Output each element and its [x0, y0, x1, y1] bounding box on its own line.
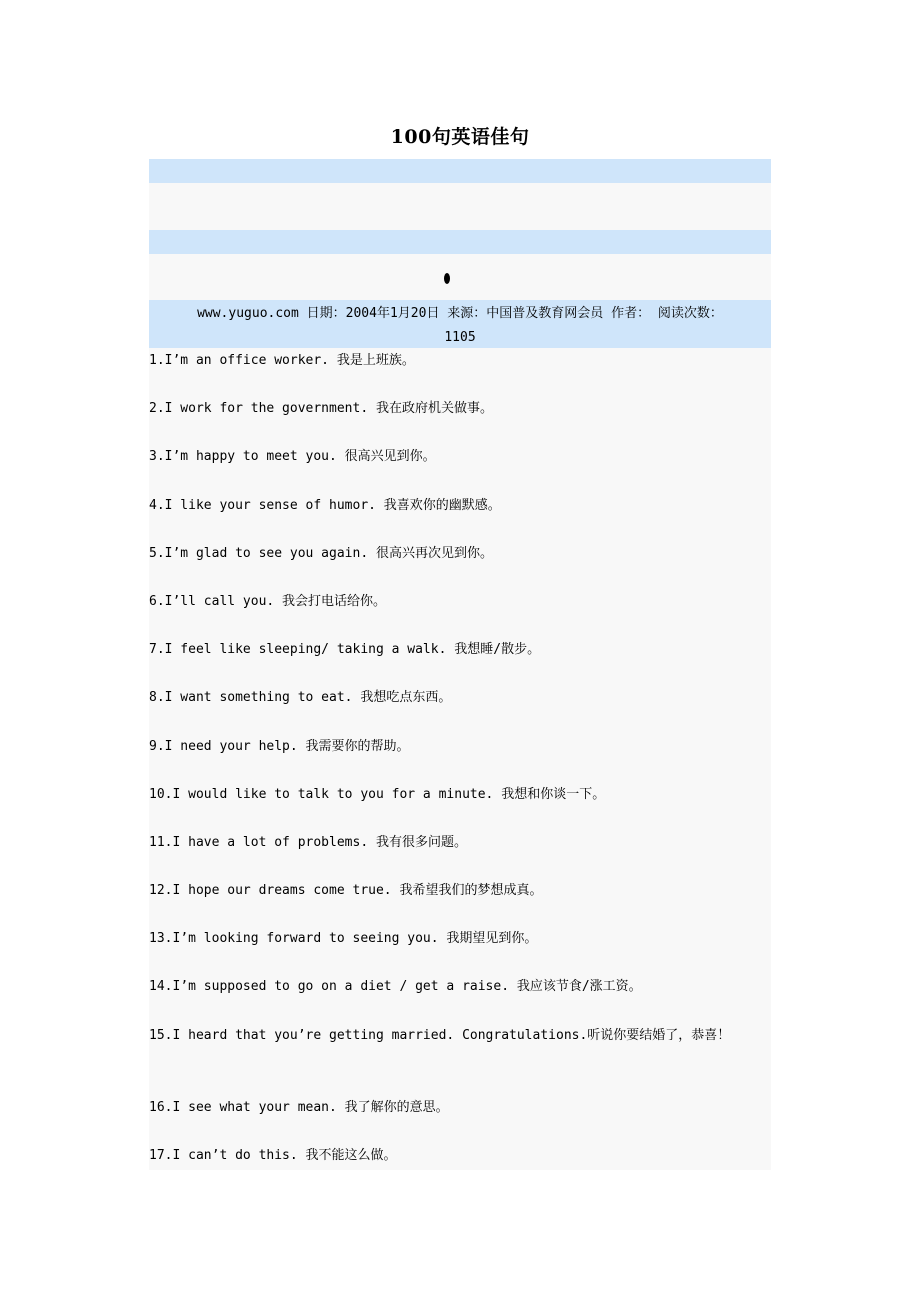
- sentence-item: 15.I heard that you’re getting married. Congratulations.听说你要结婚了，恭喜！: [149, 1027, 731, 1043]
- meta-read-count: 1105: [444, 330, 476, 345]
- sentence-item: 12.I hope our dreams come true. 我希望我们的梦想成真。: [149, 883, 543, 899]
- spacer-band: [149, 254, 771, 300]
- page-title: 100句英语佳句: [390, 126, 530, 148]
- header-band: [149, 230, 771, 254]
- sentence-item: 10.I would like to talk to you for a minute. 我想和你谈一下。: [149, 786, 606, 802]
- sentence-item: 16.I see what your mean. 我了解你的意思。: [149, 1099, 449, 1115]
- sentence-item: 7.I feel like sleeping/ taking a walk. 我想睡/散步。: [149, 642, 541, 658]
- sentence-list: [149, 349, 771, 1192]
- bullet-icon: [444, 273, 450, 284]
- sentence-item: 1.I’m an office worker. 我是上班族。: [149, 353, 415, 368]
- header-band: [149, 159, 771, 183]
- sentence-item: 3.I’m happy to meet you. 很高兴见到你。: [149, 449, 436, 465]
- meta-line: www.yuguo.com 日期：2004年1月20日 来源：中国普及教育网会员 作者： 阅读次数：: [197, 306, 723, 321]
- sentence-item: 6.I’ll call you. 我会打电话给你。: [149, 593, 387, 609]
- sentence-item: 13.I’m looking forward to seeing you. 我期望见到你。: [149, 931, 538, 947]
- spacer-band: [149, 183, 771, 230]
- sentence-item: 8.I want something to eat. 我想吃点东西。: [149, 690, 452, 706]
- article-meta: [149, 302, 771, 350]
- sentence-item: 2.I work for the government. 我在政府机关做事。: [149, 401, 493, 417]
- sentence-item: 5.I’m glad to see you again. 很高兴再次见到你。: [149, 545, 493, 561]
- sentence-item: 11.I have a lot of problems. 我有很多问题。: [149, 834, 467, 850]
- sentence-item: 4.I like your sense of humor. 我喜欢你的幽默感。: [149, 497, 501, 513]
- sentence-item: 14.I’m supposed to go on a diet / get a raise. 我应该节食/涨工资。: [149, 979, 642, 995]
- sentence-item: 17.I can’t do this. 我不能这么做。: [149, 1147, 397, 1163]
- sentence-item: 9.I need your help. 我需要你的帮助。: [149, 738, 410, 754]
